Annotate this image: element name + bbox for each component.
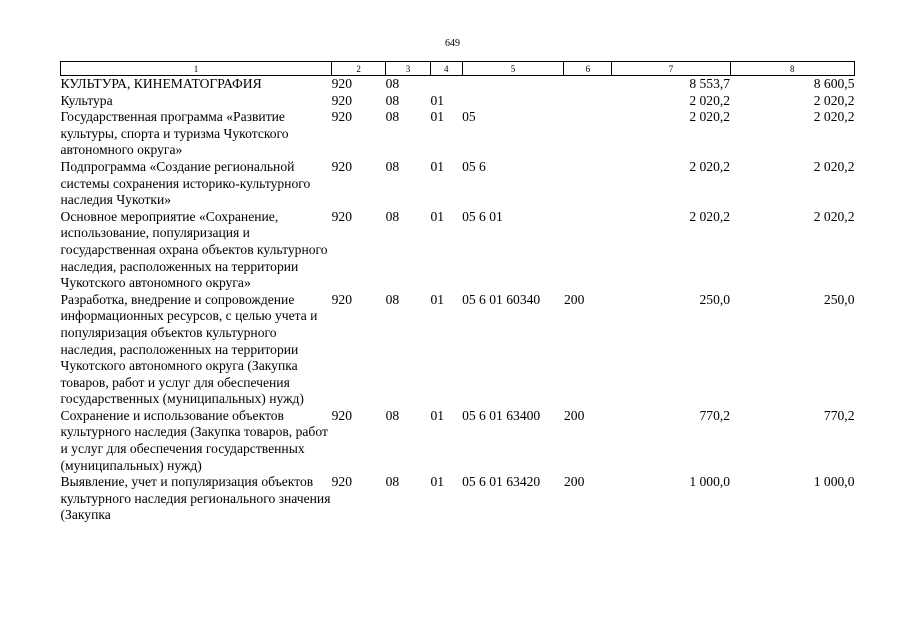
row-code-3: 08	[385, 158, 400, 174]
row-code-2: 920	[331, 474, 352, 490]
row-code-4: 01	[430, 92, 445, 108]
row-code-6	[564, 93, 612, 110]
row-value-8: 1 000,0	[813, 474, 855, 490]
row-value-7: 2 020,2	[689, 158, 731, 174]
column-header: 1	[61, 62, 332, 76]
row-name: Выявление, учет и популяризация объектов культурного наследия регионального значения (Закупка	[60, 474, 331, 523]
row-code-4: 01	[430, 109, 445, 125]
row-code-6: 200	[563, 474, 585, 490]
table-header	[61, 62, 855, 76]
row-value-7: 2 020,2	[689, 208, 731, 224]
row-code-2: 920	[331, 208, 352, 224]
row-code-5: 05 6 01 63420	[462, 474, 541, 490]
row-code-3: 08	[385, 76, 400, 91]
row-value-7: 8 553,7	[689, 76, 731, 91]
row-value-8: 8 600,5	[813, 76, 855, 91]
table-row	[61, 408, 855, 474]
row-code-4: 01	[430, 474, 445, 490]
row-code-2: 920	[331, 291, 352, 307]
header-row	[61, 62, 855, 76]
row-value-7: 250,0	[699, 291, 731, 307]
row-code-5: 05 6	[462, 158, 486, 174]
row-code-6	[564, 76, 612, 93]
table-row	[61, 93, 855, 110]
row-code-6: 200	[563, 291, 585, 307]
row-value-8: 2 020,2	[813, 208, 855, 224]
budget-table	[60, 61, 855, 524]
row-code-2: 920	[331, 407, 352, 423]
row-name: Разработка, внедрение и сопровождение информационных ресурсов, с целью учета и популяризация объектов культурного наследия, расположенных на территории Чукотского автономного округа (Закупка товаров, работ и услуг для обеспечения государственных (муниципальных) нужд)	[60, 291, 318, 407]
table-row	[61, 292, 855, 408]
row-code-3: 08	[385, 208, 400, 224]
row-value-7: 2 020,2	[689, 92, 731, 108]
row-name: Основное мероприятие «Сохранение, использование, популяризация и государственная охрана объектов культурного наследия, расположенных на территории Чукотского автономного округа»	[60, 208, 328, 291]
row-code-3: 08	[385, 291, 400, 307]
row-name: Подпрограмма «Создание региональной системы сохранения историко-культурного наследия Чукотки»	[60, 158, 311, 208]
column-header: 3	[386, 62, 431, 76]
column-header: 6	[564, 62, 612, 76]
column-header: 8	[730, 62, 854, 76]
row-code-4: 01	[430, 407, 445, 423]
row-value-7: 770,2	[699, 407, 731, 423]
row-code-5: 05 6 01	[462, 208, 503, 224]
row-code-2: 920	[331, 76, 352, 91]
column-header: 2	[332, 62, 386, 76]
row-code-5	[462, 76, 564, 93]
row-name: Сохранение и использование объектов культурного наследия (Закупка товаров, работ и услуг для обеспечения государственных (муниципальных) нужд)	[60, 407, 328, 473]
row-value-8: 2 020,2	[813, 109, 855, 125]
row-code-4	[430, 76, 462, 93]
column-header: 7	[612, 62, 730, 76]
row-code-6: 200	[563, 407, 585, 423]
row-name: Культура	[60, 92, 113, 108]
row-value-7: 1 000,0	[689, 474, 731, 490]
row-code-5: 05	[462, 109, 476, 125]
row-code-4: 01	[430, 291, 445, 307]
row-value-8: 250,0	[823, 291, 855, 307]
row-code-5	[462, 93, 564, 110]
table-row	[61, 159, 855, 209]
row-code-2: 920	[331, 109, 352, 125]
row-code-3: 08	[385, 92, 400, 108]
row-code-4: 01	[430, 208, 445, 224]
table-body	[61, 76, 855, 525]
row-code-3: 08	[385, 109, 400, 125]
row-code-5: 05 6 01 60340	[462, 291, 541, 307]
row-value-8: 2 020,2	[813, 158, 855, 174]
row-code-2: 920	[331, 158, 352, 174]
row-name: Государственная программа «Развитие культуры, спорта и туризма Чукотского автономного округа»	[60, 109, 289, 158]
row-code-4: 01	[430, 158, 445, 174]
row-value-8: 2 020,2	[813, 92, 855, 108]
table-row	[61, 76, 855, 93]
row-code-2: 920	[331, 92, 352, 108]
row-code-3: 08	[385, 407, 400, 423]
column-header: 4	[430, 62, 462, 76]
row-code-3: 08	[385, 474, 400, 490]
table-row	[61, 209, 855, 292]
page-number: 649	[445, 38, 460, 49]
row-code-6	[564, 109, 612, 159]
row-value-7: 2 020,2	[689, 109, 731, 125]
table-row	[61, 474, 855, 524]
table-row	[61, 109, 855, 159]
row-code-5: 05 6 01 63400	[462, 407, 541, 423]
column-header: 5	[462, 62, 564, 76]
row-name: КУЛЬТУРА, КИНЕМАТОГРАФИЯ	[60, 76, 262, 91]
row-code-6	[564, 159, 612, 209]
row-code-6	[564, 209, 612, 292]
row-value-8: 770,2	[823, 407, 855, 423]
